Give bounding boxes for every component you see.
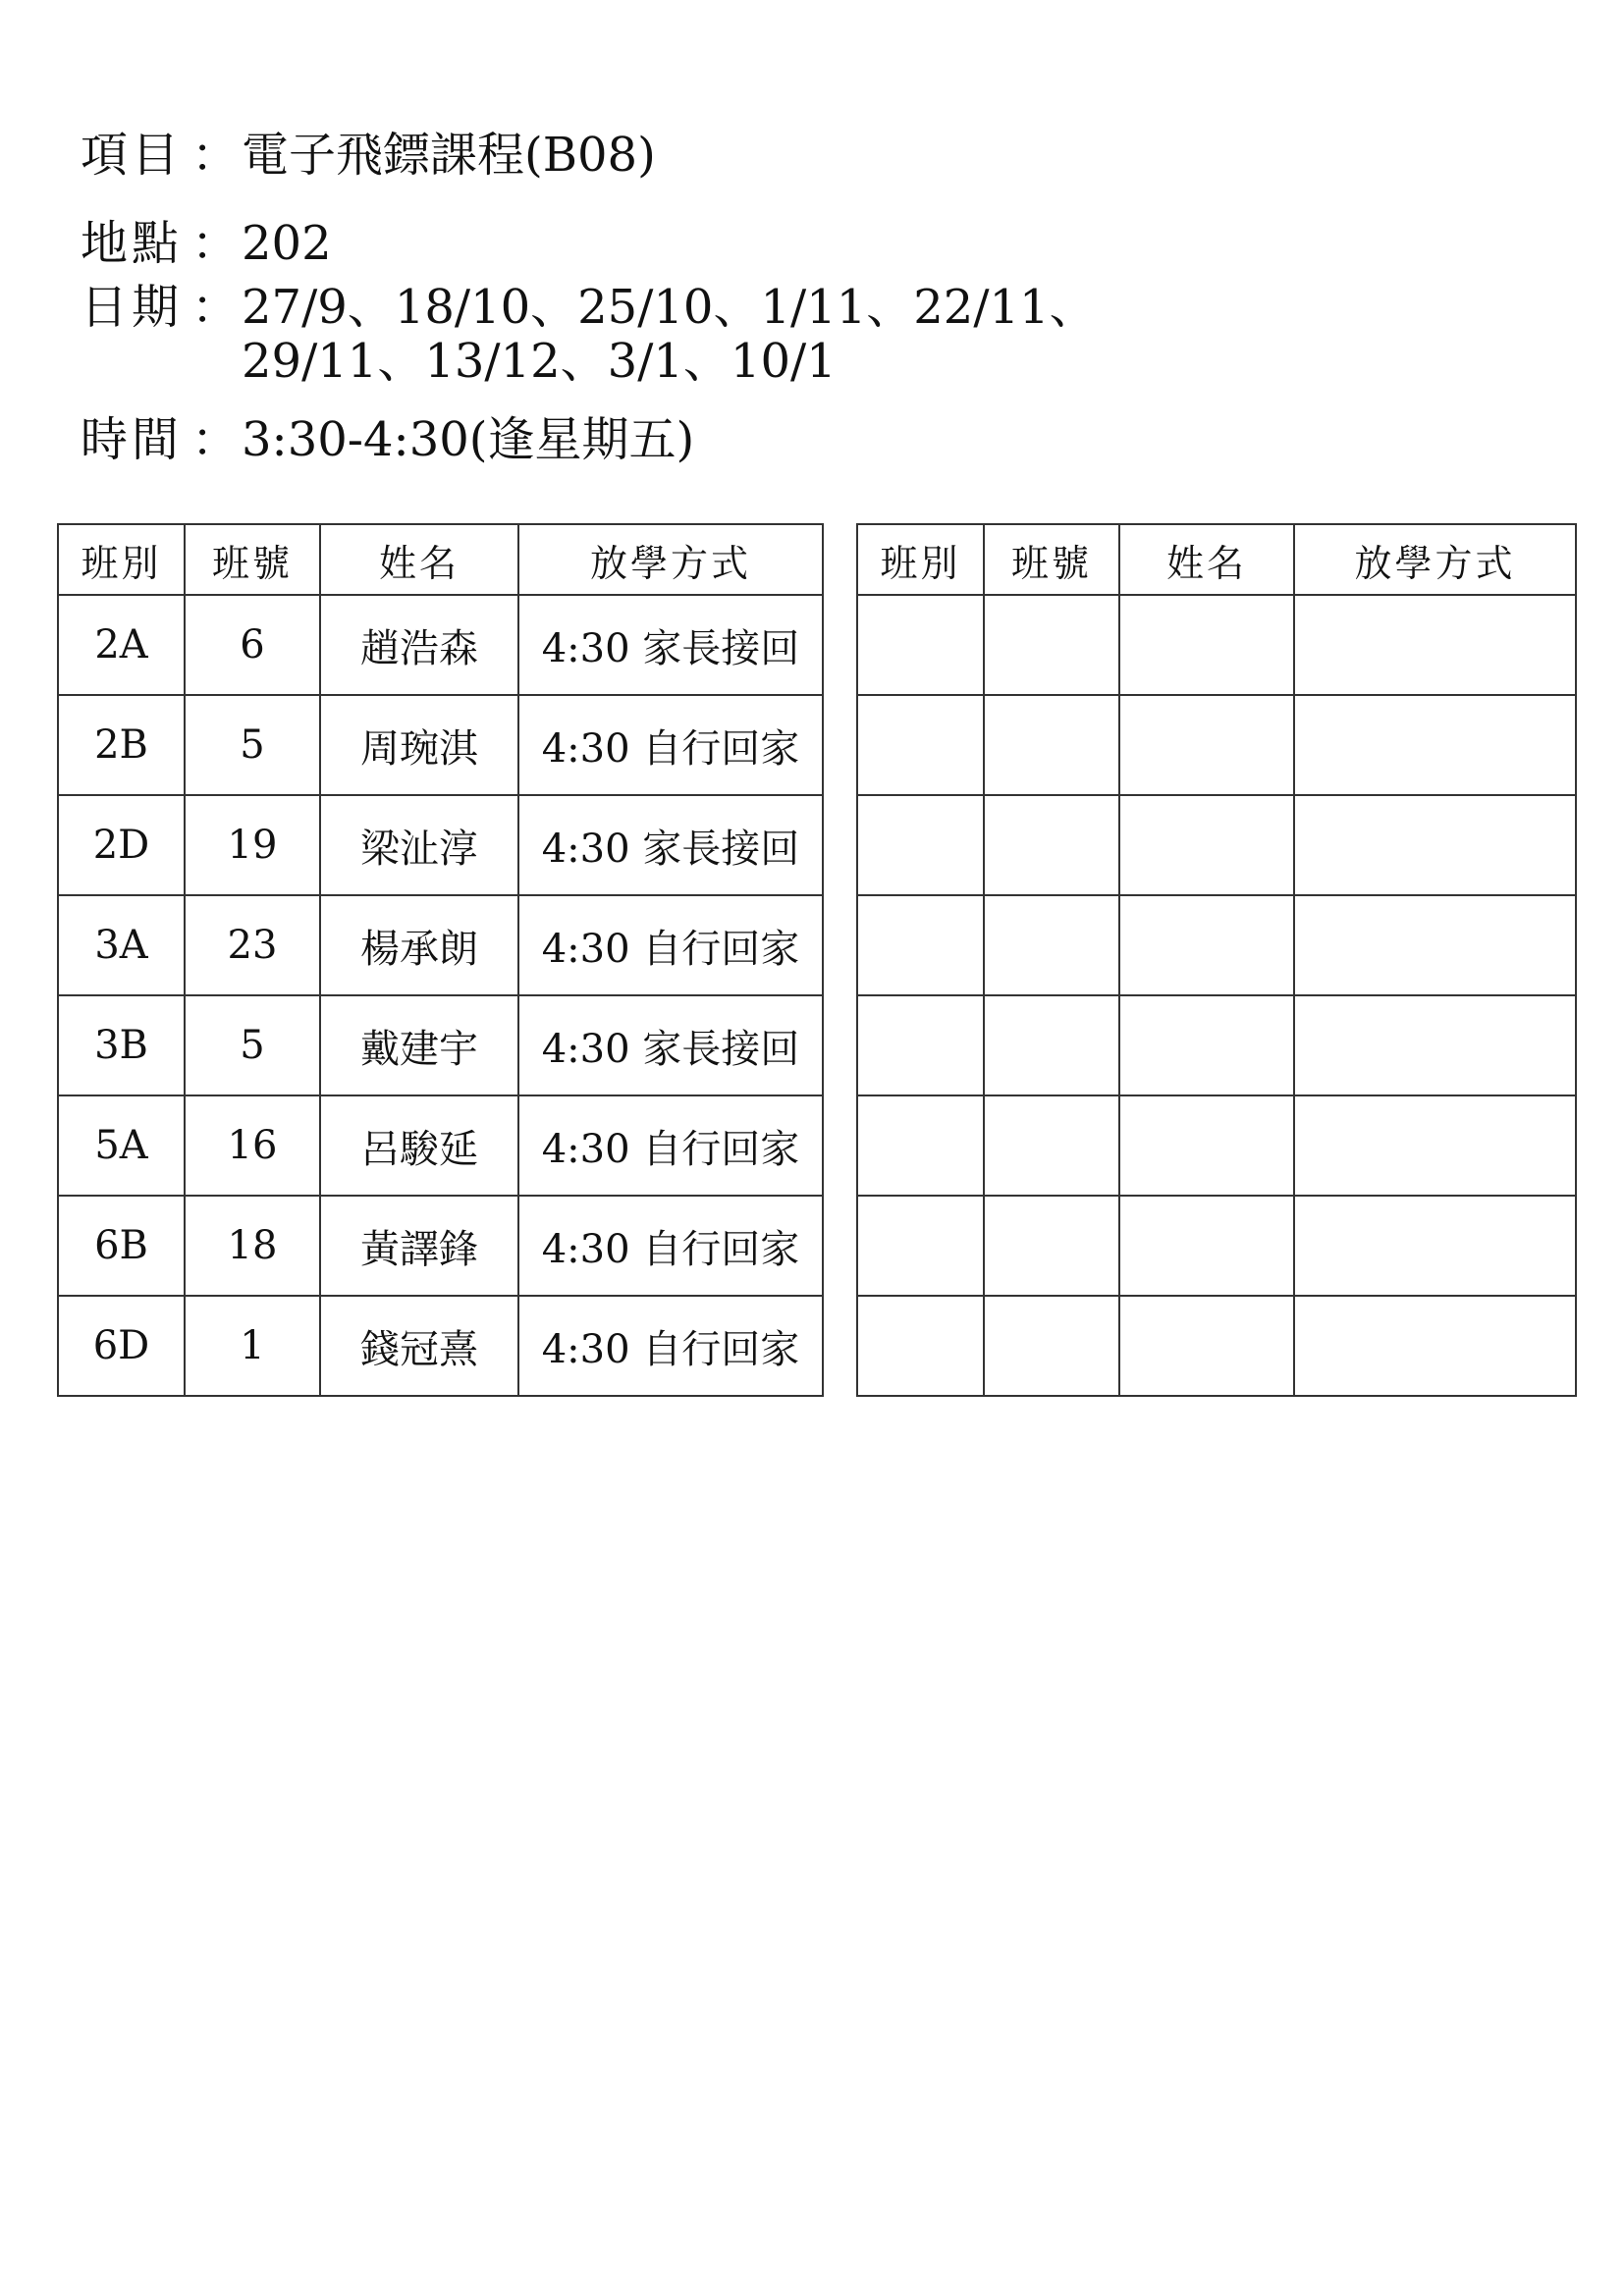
empty-cell — [1294, 995, 1576, 1095]
empty-cell — [984, 795, 1119, 895]
empty-cell — [1294, 1095, 1576, 1196]
cell-name: 楊承朗 — [320, 895, 518, 995]
empty-cell — [1119, 1196, 1294, 1296]
empty-cell — [1119, 595, 1294, 695]
empty-cell — [984, 595, 1119, 695]
cell-name: 周琬淇 — [320, 695, 518, 795]
empty-table-row — [857, 1296, 1576, 1396]
table-row — [58, 1296, 823, 1396]
place-value: 202 — [242, 216, 332, 271]
time-value: 3:30-4:30(逢星期五) — [242, 412, 695, 467]
empty-cell — [1294, 1296, 1576, 1396]
date-separator: ： — [190, 280, 239, 335]
empty-cell — [857, 1095, 984, 1196]
table-row — [58, 995, 823, 1095]
cell-number: 23 — [185, 895, 320, 995]
cell-name: 錢冠熹 — [320, 1296, 518, 1396]
table-header-row — [58, 524, 823, 595]
empty-table-row — [857, 1095, 1576, 1196]
place-row — [81, 216, 332, 271]
empty-cell — [1294, 795, 1576, 895]
place-separator: ： — [190, 216, 239, 271]
header-class: 班別 — [857, 524, 984, 595]
cell-class: 2A — [58, 595, 185, 695]
empty-cell — [1294, 895, 1576, 995]
project-label: 項目 — [81, 128, 184, 183]
cell-class: 2B — [58, 695, 185, 795]
project-row — [81, 128, 656, 183]
cell-name: 梁沚淳 — [320, 795, 518, 895]
cell-number: 5 — [185, 695, 320, 795]
place-label: 地點 — [81, 216, 184, 271]
cell-dismissal: 4:30 自行回家 — [518, 695, 823, 795]
table-row — [58, 1095, 823, 1196]
cell-dismissal: 4:30 自行回家 — [518, 1296, 823, 1396]
table-row — [58, 1196, 823, 1296]
cell-name: 戴建宇 — [320, 995, 518, 1095]
empty-cell — [857, 895, 984, 995]
empty-cell — [1119, 795, 1294, 895]
empty-cell — [1119, 1095, 1294, 1196]
empty-cell — [857, 695, 984, 795]
table-row — [58, 595, 823, 695]
project-separator: ： — [190, 128, 239, 183]
cell-number: 5 — [185, 995, 320, 1095]
time-row — [81, 412, 694, 467]
empty-cell — [984, 1296, 1119, 1396]
cell-name: 趙浩森 — [320, 595, 518, 695]
empty-cell — [1294, 1196, 1576, 1296]
empty-cell — [1119, 995, 1294, 1095]
header-number: 班號 — [185, 524, 320, 595]
time-label: 時間 — [81, 412, 184, 467]
cell-class: 6B — [58, 1196, 185, 1296]
cell-number: 1 — [185, 1296, 320, 1396]
header-name: 姓名 — [320, 524, 518, 595]
empty-cell — [1119, 695, 1294, 795]
cell-name: 呂駿延 — [320, 1095, 518, 1196]
date-row — [81, 280, 1097, 335]
empty-cell — [984, 695, 1119, 795]
empty-cell — [984, 995, 1119, 1095]
cell-class: 2D — [58, 795, 185, 895]
header-dismissal: 放學方式 — [518, 524, 823, 595]
cell-number: 18 — [185, 1196, 320, 1296]
empty-cell — [857, 1196, 984, 1296]
cell-class: 5A — [58, 1095, 185, 1196]
date-row-continued — [242, 334, 837, 389]
cell-dismissal: 4:30 家長接回 — [518, 995, 823, 1095]
cell-dismissal: 4:30 家長接回 — [518, 795, 823, 895]
table-row — [58, 695, 823, 795]
empty-cell — [984, 1196, 1119, 1296]
date-label: 日期 — [81, 280, 184, 335]
table-header-row — [857, 524, 1576, 595]
cell-number: 19 — [185, 795, 320, 895]
empty-cell — [857, 795, 984, 895]
empty-roster-table — [856, 523, 1577, 1397]
cell-dismissal: 4:30 自行回家 — [518, 1196, 823, 1296]
header-name: 姓名 — [1119, 524, 1294, 595]
empty-cell — [857, 595, 984, 695]
empty-cell — [1294, 595, 1576, 695]
cell-dismissal: 4:30 自行回家 — [518, 895, 823, 995]
empty-cell — [857, 995, 984, 1095]
header-number: 班號 — [984, 524, 1119, 595]
date-value-line1: 27/9、18/10、25/10、1/11、22/11、 — [242, 280, 1097, 335]
empty-table-row — [857, 1196, 1576, 1296]
project-value: 電子飛鏢課程(B08) — [242, 128, 656, 183]
cell-class: 6D — [58, 1296, 185, 1396]
cell-name: 黃譯鋒 — [320, 1196, 518, 1296]
cell-dismissal: 4:30 自行回家 — [518, 1095, 823, 1196]
student-roster-table — [57, 523, 824, 1397]
empty-table-row — [857, 895, 1576, 995]
table-row — [58, 895, 823, 995]
cell-number: 16 — [185, 1095, 320, 1196]
empty-table-row — [857, 595, 1576, 695]
time-separator: ： — [190, 412, 239, 467]
cell-number: 6 — [185, 595, 320, 695]
empty-table-row — [857, 995, 1576, 1095]
empty-cell — [1294, 695, 1576, 795]
header-class: 班別 — [58, 524, 185, 595]
empty-cell — [984, 895, 1119, 995]
header-dismissal: 放學方式 — [1294, 524, 1576, 595]
empty-cell — [1119, 895, 1294, 995]
table-row — [58, 795, 823, 895]
cell-dismissal: 4:30 家長接回 — [518, 595, 823, 695]
empty-cell — [857, 1296, 984, 1396]
cell-class: 3A — [58, 895, 185, 995]
empty-cell — [1119, 1296, 1294, 1396]
empty-table-row — [857, 695, 1576, 795]
cell-class: 3B — [58, 995, 185, 1095]
empty-table-row — [857, 795, 1576, 895]
date-value-line2: 29/11、13/12、3/1、10/1 — [242, 334, 837, 389]
empty-cell — [984, 1095, 1119, 1196]
